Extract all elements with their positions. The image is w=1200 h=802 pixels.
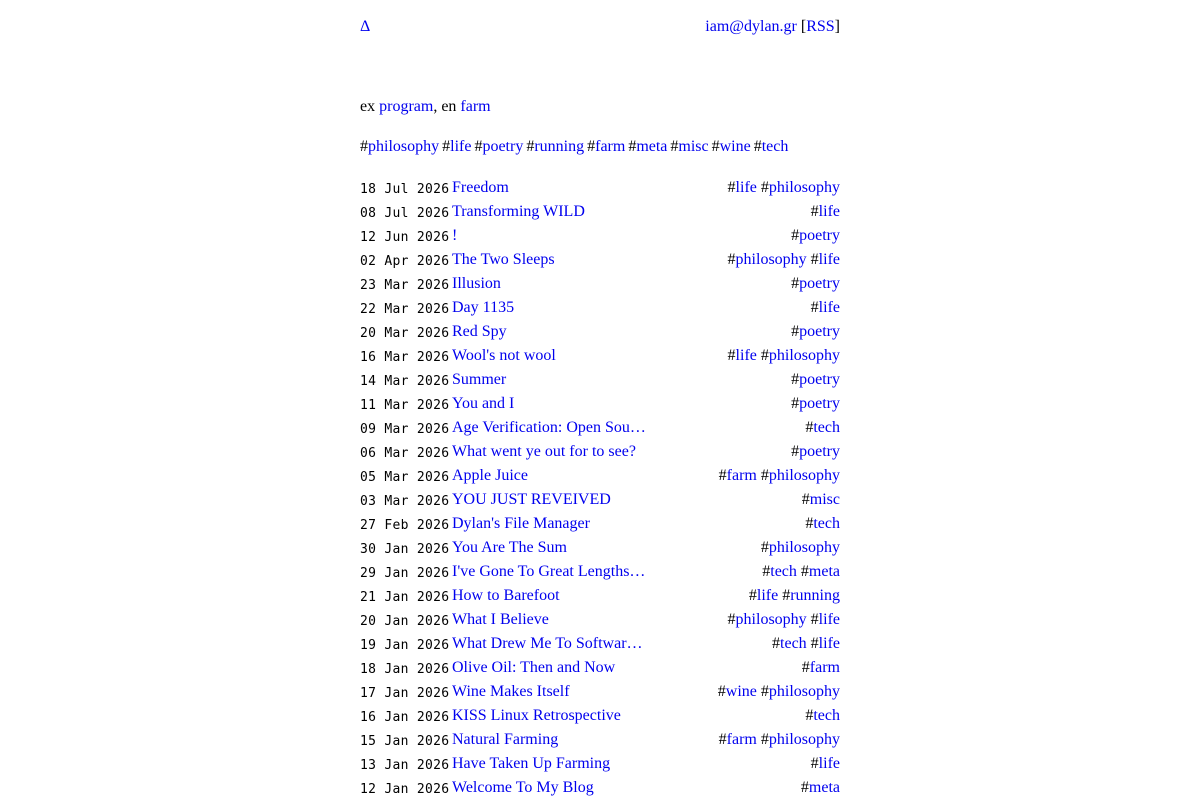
post-row xyxy=(360,418,840,442)
post-tag xyxy=(791,275,840,292)
tag-filter-link-meta[interactable]: meta xyxy=(636,138,668,155)
hash-symbol: # xyxy=(791,395,800,412)
hash-symbol: # xyxy=(810,251,819,268)
hash-symbol: # xyxy=(526,138,535,155)
post-tag-link-wine[interactable]: wine xyxy=(725,683,757,700)
hash-symbol: # xyxy=(474,138,483,155)
tag-filter-tech xyxy=(754,138,789,155)
post-tag xyxy=(811,611,840,628)
post-title-link[interactable]: Dylan's File Manager xyxy=(452,515,590,532)
post-date: 29 Jan 2026 xyxy=(360,566,450,581)
post-tag xyxy=(805,707,840,724)
hash-symbol: # xyxy=(810,755,819,772)
hash-symbol: # xyxy=(800,779,809,796)
post-row xyxy=(360,466,840,490)
post-tag-link-life[interactable]: life xyxy=(818,611,840,628)
post-row xyxy=(360,370,840,394)
post-tag xyxy=(761,467,840,484)
hash-symbol: # xyxy=(360,138,368,155)
post-tag xyxy=(718,683,757,700)
post-tags xyxy=(715,466,840,486)
hash-symbol: # xyxy=(711,138,720,155)
post-tag-link-philosophy[interactable]: philosophy xyxy=(735,251,807,268)
post-tag xyxy=(801,563,840,580)
post-tags xyxy=(787,226,840,246)
post-tag-link-misc[interactable]: misc xyxy=(809,491,840,508)
hash-symbol: # xyxy=(760,179,769,196)
post-tag-link-life[interactable]: life xyxy=(818,203,840,220)
tag-filter-running xyxy=(526,138,584,155)
hash-symbol: # xyxy=(727,179,736,196)
post-date: 06 Mar 2026 xyxy=(360,446,450,461)
post-tag-link-tech[interactable]: tech xyxy=(770,563,797,580)
post-tag xyxy=(802,659,840,676)
post-date: 22 Mar 2026 xyxy=(360,302,450,317)
post-date: 09 Mar 2026 xyxy=(360,422,450,437)
tag-filter-link-farm[interactable]: farm xyxy=(595,138,626,155)
post-tag xyxy=(791,323,840,340)
post-title-link[interactable]: How to Barefoot xyxy=(452,587,560,604)
post-tag xyxy=(811,755,840,772)
post-title-link[interactable]: What Drew Me To Softwar… xyxy=(452,635,643,652)
hash-symbol: # xyxy=(800,563,809,580)
post-tag-link-philosophy[interactable]: philosophy xyxy=(768,347,840,364)
post-tag-link-tech[interactable]: tech xyxy=(813,419,840,436)
post-tags xyxy=(807,298,840,318)
hash-symbol: # xyxy=(810,299,819,316)
intro-middle: , en xyxy=(433,98,461,115)
post-tag xyxy=(761,347,840,364)
post-title-link[interactable]: Wool's not wool xyxy=(452,347,556,364)
post-tag xyxy=(811,299,840,316)
post-date: 14 Mar 2026 xyxy=(360,374,450,389)
hash-symbol: # xyxy=(791,323,800,340)
hash-symbol: # xyxy=(587,138,596,155)
hash-symbol: # xyxy=(762,563,771,580)
tag-filter-philosophy xyxy=(360,138,439,155)
tag-filter-link-running[interactable]: running xyxy=(534,138,585,155)
hash-symbol: # xyxy=(718,467,727,484)
hash-symbol: # xyxy=(801,659,810,676)
hash-symbol: # xyxy=(760,683,769,700)
hash-symbol: # xyxy=(753,138,762,155)
hash-symbol: # xyxy=(670,138,679,155)
post-tags xyxy=(724,250,840,270)
post-tag-link-poetry[interactable]: poetry xyxy=(799,227,840,244)
rss-bracket-open: [ xyxy=(800,18,807,35)
post-title-link[interactable]: Olive Oil: Then and Now xyxy=(452,659,616,676)
post-title-link[interactable]: YOU JUST REVEIVED xyxy=(452,491,611,508)
hash-symbol: # xyxy=(760,347,769,364)
post-tag xyxy=(762,563,797,580)
tag-filter-link-tech[interactable]: tech xyxy=(761,138,789,155)
post-date: 27 Feb 2026 xyxy=(360,518,450,533)
post-row xyxy=(360,490,840,514)
post-title-link[interactable]: Natural Farming xyxy=(452,731,559,748)
hash-symbol: # xyxy=(801,491,810,508)
post-tags xyxy=(787,370,840,390)
post-tag xyxy=(761,539,840,556)
hash-symbol: # xyxy=(727,251,736,268)
post-tag xyxy=(782,587,840,604)
post-row xyxy=(360,562,840,586)
post-row xyxy=(360,442,840,466)
post-tag xyxy=(791,371,840,388)
email-link[interactable]: iam@dylan.gr xyxy=(705,18,797,35)
post-list xyxy=(360,178,840,802)
post-tag-link-philosophy[interactable]: philosophy xyxy=(768,467,840,484)
post-tag xyxy=(728,251,807,268)
post-tag-link-philosophy[interactable]: philosophy xyxy=(768,683,840,700)
post-title-link[interactable]: Illusion xyxy=(452,275,501,292)
post-tag xyxy=(728,179,757,196)
post-tag xyxy=(805,515,840,532)
rss-bracket-close: ] xyxy=(834,18,840,35)
farm-link[interactable]: farm xyxy=(460,98,491,115)
post-row xyxy=(360,778,840,802)
home-link[interactable]: Δ xyxy=(360,18,371,35)
hash-symbol: # xyxy=(727,347,736,364)
post-row xyxy=(360,706,840,730)
post-tags xyxy=(768,634,840,654)
hash-symbol: # xyxy=(748,587,757,604)
post-tag-link-life[interactable]: life xyxy=(735,179,757,196)
tag-filter-link-wine[interactable]: wine xyxy=(719,138,751,155)
post-tag-link-life[interactable]: life xyxy=(735,347,757,364)
post-title-link[interactable]: ! xyxy=(452,227,458,244)
post-tags xyxy=(797,778,840,798)
post-tags xyxy=(801,706,840,726)
post-title-link[interactable]: Day 1135 xyxy=(452,299,515,316)
post-tag xyxy=(772,635,807,652)
post-tag xyxy=(728,611,807,628)
post-tag xyxy=(801,779,840,796)
post-title-link[interactable]: KISS Linux Retrospective xyxy=(452,707,621,724)
post-tag-link-poetry[interactable]: poetry xyxy=(799,395,840,412)
post-tags xyxy=(801,418,840,438)
post-date: 18 Jan 2026 xyxy=(360,662,450,677)
post-tag xyxy=(802,491,840,508)
post-tag xyxy=(791,443,840,460)
post-tag-link-poetry[interactable]: poetry xyxy=(799,443,840,460)
tag-filter-bar xyxy=(360,138,791,156)
tag-filter-meta xyxy=(628,138,667,155)
post-tags xyxy=(798,658,840,678)
post-tags xyxy=(745,586,840,606)
hash-symbol: # xyxy=(772,635,781,652)
post-tag-link-life[interactable]: life xyxy=(818,299,840,316)
post-title-link[interactable]: Red Spy xyxy=(452,323,507,340)
post-date: 30 Jan 2026 xyxy=(360,542,450,557)
post-tag-link-meta[interactable]: meta xyxy=(808,563,840,580)
tag-filter-misc xyxy=(670,138,708,155)
post-tag-link-philosophy[interactable]: philosophy xyxy=(768,731,840,748)
post-tags xyxy=(724,610,840,630)
post-title-link[interactable]: Have Taken Up Farming xyxy=(452,755,611,772)
post-tags xyxy=(787,322,840,342)
post-tag xyxy=(719,731,757,748)
tag-filter-link-life[interactable]: life xyxy=(450,138,472,155)
post-tag xyxy=(749,587,778,604)
post-tags xyxy=(715,730,840,750)
post-tag xyxy=(761,731,840,748)
post-tags xyxy=(787,274,840,294)
post-tag-link-life[interactable]: life xyxy=(818,635,840,652)
post-date: 17 Jan 2026 xyxy=(360,686,450,701)
post-tag xyxy=(761,179,840,196)
post-date: 13 Jan 2026 xyxy=(360,758,450,773)
post-tags xyxy=(801,514,840,534)
intro-prefix: ex xyxy=(360,98,380,115)
tag-filter-farm xyxy=(587,138,625,155)
post-tag-link-poetry[interactable]: poetry xyxy=(799,323,840,340)
post-tags xyxy=(798,490,840,510)
post-row xyxy=(360,298,840,322)
post-tag-link-running[interactable]: running xyxy=(790,587,840,604)
tag-filter-wine xyxy=(712,138,751,155)
post-date: 23 Mar 2026 xyxy=(360,278,450,293)
post-date: 16 Jan 2026 xyxy=(360,710,450,725)
post-date: 03 Mar 2026 xyxy=(360,494,450,509)
post-title-link[interactable]: Age Verification: Open Sou… xyxy=(452,419,646,436)
post-title-link[interactable]: You and I xyxy=(452,395,515,412)
intro-line xyxy=(360,98,491,116)
post-date: 08 Jul 2026 xyxy=(360,206,450,221)
post-date: 21 Jan 2026 xyxy=(360,590,450,605)
post-tags xyxy=(787,442,840,462)
post-tags xyxy=(724,346,840,366)
post-date: 19 Jan 2026 xyxy=(360,638,450,653)
rss-link[interactable]: RSS xyxy=(806,18,835,35)
hash-symbol: # xyxy=(718,731,727,748)
post-tags xyxy=(807,754,840,774)
post-title-link[interactable]: You Are The Sum xyxy=(452,539,567,556)
post-title-link[interactable]: Welcome To My Blog xyxy=(452,779,594,796)
post-tags xyxy=(758,562,840,582)
post-tag-link-farm[interactable]: farm xyxy=(809,659,840,676)
post-tag-link-meta[interactable]: meta xyxy=(808,779,840,796)
post-row xyxy=(360,178,840,202)
post-tag-link-philosophy[interactable]: philosophy xyxy=(768,179,840,196)
post-tag-link-poetry[interactable]: poetry xyxy=(799,275,840,292)
post-row xyxy=(360,730,840,754)
post-title-link[interactable]: I've Gone To Great Lengths… xyxy=(452,563,646,580)
post-title-link[interactable]: What went ye out for to see? xyxy=(452,443,636,460)
post-title-link[interactable]: The Two Sleeps xyxy=(452,251,555,268)
post-tag xyxy=(791,395,840,412)
post-tag-link-philosophy[interactable]: philosophy xyxy=(768,539,840,556)
post-row xyxy=(360,322,840,346)
hash-symbol: # xyxy=(791,275,800,292)
tag-filter-link-philosophy[interactable]: philosophy xyxy=(368,138,440,155)
hash-symbol: # xyxy=(810,611,819,628)
post-date: 15 Jan 2026 xyxy=(360,734,450,749)
post-row xyxy=(360,754,840,778)
tag-filter-link-misc[interactable]: misc xyxy=(678,138,709,155)
hash-symbol: # xyxy=(805,419,814,436)
post-date: 20 Mar 2026 xyxy=(360,326,450,341)
post-title-link[interactable]: Freedom xyxy=(452,179,509,196)
hash-symbol: # xyxy=(810,203,819,220)
post-date: 20 Jan 2026 xyxy=(360,614,450,629)
post-date: 02 Apr 2026 xyxy=(360,254,450,269)
post-tags xyxy=(807,202,840,222)
post-row xyxy=(360,586,840,610)
hash-symbol: # xyxy=(717,683,726,700)
hash-symbol: # xyxy=(760,467,769,484)
post-row xyxy=(360,202,840,226)
post-title-link[interactable]: Apple Juice xyxy=(452,467,528,484)
post-date: 18 Jul 2026 xyxy=(360,182,450,197)
post-row xyxy=(360,250,840,274)
post-tag-link-tech[interactable]: tech xyxy=(780,635,807,652)
tag-filter-life xyxy=(442,138,471,155)
hash-symbol: # xyxy=(760,539,769,556)
post-row xyxy=(360,682,840,706)
hash-symbol: # xyxy=(805,515,814,532)
top-bar xyxy=(360,18,840,38)
hash-symbol: # xyxy=(760,731,769,748)
post-tags xyxy=(787,394,840,414)
post-tag xyxy=(719,467,757,484)
hash-symbol: # xyxy=(810,635,819,652)
program-link[interactable]: program xyxy=(379,98,434,115)
post-row xyxy=(360,274,840,298)
post-tag-link-life[interactable]: life xyxy=(756,587,779,604)
post-tag-link-life[interactable]: life xyxy=(818,755,840,772)
hash-symbol: # xyxy=(727,611,736,628)
post-tags xyxy=(724,178,840,198)
post-tag xyxy=(728,347,757,364)
post-tag-link-philosophy[interactable]: philosophy xyxy=(735,611,807,628)
hash-symbol: # xyxy=(628,138,637,155)
hash-symbol: # xyxy=(442,138,451,155)
post-row xyxy=(360,226,840,250)
hash-symbol: # xyxy=(791,371,800,388)
post-date: 11 Mar 2026 xyxy=(360,398,450,413)
hash-symbol: # xyxy=(782,587,791,604)
post-row xyxy=(360,346,840,370)
post-row xyxy=(360,634,840,658)
post-tag xyxy=(811,635,840,652)
post-title-link[interactable]: What I Believe xyxy=(452,611,549,628)
contact-area xyxy=(705,18,840,36)
post-row xyxy=(360,538,840,562)
tag-filter-poetry xyxy=(474,138,523,155)
post-tag xyxy=(811,251,840,268)
post-date: 12 Jan 2026 xyxy=(360,782,450,797)
post-date: 16 Mar 2026 xyxy=(360,350,450,365)
post-row xyxy=(360,514,840,538)
hash-symbol: # xyxy=(791,443,800,460)
post-tag-link-poetry[interactable]: poetry xyxy=(799,371,840,388)
post-title-link[interactable]: Summer xyxy=(452,371,507,388)
post-tag-link-farm[interactable]: farm xyxy=(726,467,757,484)
tag-filter-link-poetry[interactable]: poetry xyxy=(482,138,524,155)
post-row xyxy=(360,658,840,682)
post-tag xyxy=(811,203,840,220)
post-tag-link-life[interactable]: life xyxy=(818,251,840,268)
post-tag-link-farm[interactable]: farm xyxy=(726,731,757,748)
post-tag-link-tech[interactable]: tech xyxy=(813,515,840,532)
post-title-link[interactable]: Wine Makes Itself xyxy=(452,683,570,700)
post-tags xyxy=(757,538,840,558)
post-tag xyxy=(761,683,840,700)
post-tag xyxy=(791,227,840,244)
hash-symbol: # xyxy=(805,707,814,724)
post-date: 05 Mar 2026 xyxy=(360,470,450,485)
post-row xyxy=(360,610,840,634)
post-title-link[interactable]: Transforming WILD xyxy=(452,203,585,220)
post-tags xyxy=(714,682,840,702)
post-tag-link-tech[interactable]: tech xyxy=(813,707,840,724)
hash-symbol: # xyxy=(791,227,800,244)
post-tag xyxy=(805,419,840,436)
post-date: 12 Jun 2026 xyxy=(360,230,450,245)
post-row xyxy=(360,394,840,418)
